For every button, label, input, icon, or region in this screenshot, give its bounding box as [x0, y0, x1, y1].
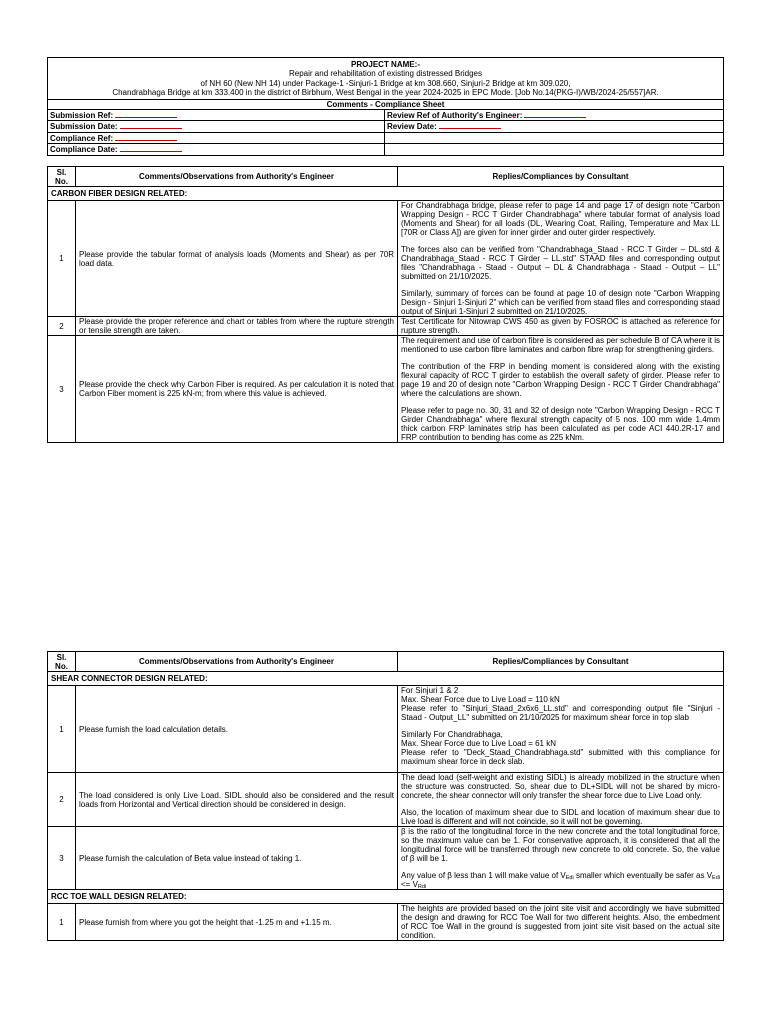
review-ref-field — [385, 110, 724, 121]
col-sl-no: Sl. No. — [48, 167, 76, 187]
submission-ref-field — [48, 110, 385, 121]
compliance-date-label: Compliance Date: — [50, 145, 118, 155]
row-sl-no: 1 — [48, 904, 76, 941]
carbon-fiber-table — [47, 166, 724, 443]
table-header-row — [48, 167, 724, 187]
row-reply — [398, 201, 724, 317]
row-reply — [398, 686, 724, 773]
reply-paragraph: The forces also can be verified from "Chandrabhaga_Staad - RCC T Girder – DL.std & Chandrabhaga_Staad - RCC T Girder – LL.std" STAAD files and corresponding output files "Chandrabhaga - Staad - Output – DL & Chandrabhaga - Staad - Output – LL" submitted on 21/10/2025. — [401, 245, 720, 281]
table-row — [48, 317, 724, 336]
row-sl-no: 2 — [48, 317, 76, 336]
reply-paragraph: The contribution of the FRP in bending moment is considered along with the existing flexural capacity of RCC T girder to establish the overall safety of girder. Please refer to page 19 and 20 of design note "Carbon Wrapping Design - RCC T Girder Chandrabhaga" where the calculations are shown. — [401, 362, 720, 398]
submission-date-blank — [120, 121, 182, 129]
table-row — [48, 904, 724, 941]
subscript: Rdi — [417, 884, 427, 890]
submission-date-label: Submission Date: — [50, 122, 118, 132]
review-date-blank — [439, 121, 501, 129]
row-sl-no: 1 — [48, 686, 76, 773]
reply-text: Any value of β less than 1 will make value of V — [401, 871, 566, 880]
col-replies: Replies/Compliances by Consultant — [398, 167, 724, 187]
row-reply — [398, 336, 724, 443]
reply-paragraph: β is the ratio of the longitudinal force in the new concrete and the total longitudinal force, so the maximum value can be 1. For conservative approach, it is considered that all the longitudinal force will be transferred through new concrete to old concrete. So, the value of β will be 1. — [401, 827, 720, 863]
project-line-2: of NH 60 (New NH 14) under Package-1 -Sinjuri-1 Bridge at km 308.660, Sinjuri-2 Bridge at km 309.020, — [200, 78, 571, 88]
reply-paragraph: For Sinjuri 1 & 2 Max. Shear Force due to Live Load = 110 kN Please refer to "Sinjuri_Staad_2x6x6_LL.std" and corresponding output file "Sinjuri - Staad - Output_LL" submitted on 21/10/2025 for maximum shear force in top slab — [401, 686, 720, 722]
row-sl-no: 2 — [48, 773, 76, 827]
review-date-label: Review Date: — [387, 122, 437, 132]
submission-ref-blank — [115, 110, 177, 118]
reply-paragraph: Similarly, summary of forces can be found at page 10 of design note "Carbon Wrapping Design - Sinjuri 1-Sinjuri 2" which can be verified from staad files and corresponding staad output of Sinjuri 1-Sinjuri 2 submitted on 21/10/2025. — [401, 289, 720, 316]
reply-paragraph: For Chandrabhaga bridge, please refer to page 14 and page 17 of design note "Carbon Wrapping Design - RCC T Girder Chandrabhaga" where tabular format of analysis load (Moments and Shear) for all loads (DL, Wearing Coat, Railing, Temperature and Max LL [70R or Class A]) are given for inner girder and outer girder respectively. — [401, 201, 720, 237]
section-row — [48, 672, 724, 686]
reply-paragraph: The dead load (self-weight and existing SIDL) is already mobilized in the structure when the structure was constructed. So, shear due to DL+SIDL will not be shared by micro-concrete, the shear connector will only transfer the shear force due to Live Load only. — [401, 773, 720, 800]
row-sl-no: 3 — [48, 827, 76, 890]
empty-cell — [385, 144, 724, 155]
table-row — [48, 201, 724, 317]
review-date-field — [385, 121, 724, 132]
row-reply — [398, 773, 724, 827]
section-row — [48, 187, 724, 201]
submission-date-field — [48, 121, 385, 132]
row-reply — [398, 904, 724, 941]
reply-text: smaller which eventually be safer as V — [573, 871, 713, 880]
row-comment: Please provide the tabular format of analysis loads (Moments and Shear) as per 70R load data. — [76, 201, 398, 317]
project-label: PROJECT NAME:- — [351, 60, 420, 69]
table-header-row — [48, 652, 724, 672]
table-row — [48, 827, 724, 890]
reply-paragraph: Similarly For Chandrabhaga, Max. Shear Force due to Live Load = 61 kN Please refer to "Deck_Staad_Chandrabhaga.std" submitted with this compliance for maximum shear force in deck slab. — [401, 730, 720, 766]
compliance-ref-blank — [115, 133, 177, 141]
col-replies: Replies/Compliances by Consultant — [398, 652, 724, 672]
compliance-ref-field — [48, 132, 385, 143]
row-comment: Please furnish from where you got the height that -1.25 m and +1.15 m. — [76, 904, 398, 941]
section-title-shear-connector: SHEAR CONNECTOR DESIGN RELATED: — [48, 672, 724, 686]
compliance-date-blank — [120, 144, 182, 152]
table-row — [48, 336, 724, 443]
sheet-title: Comments - Compliance Sheet — [48, 99, 724, 109]
table-row — [48, 773, 724, 827]
row-reply — [398, 827, 724, 890]
row-reply — [398, 317, 724, 336]
compliance-date-field — [48, 144, 385, 155]
project-name-cell — [48, 58, 724, 100]
reply-text: <= V — [401, 880, 418, 889]
reply-paragraph: Test Certificate for Nitowrap CWS 450 as given by FOSROC is attached as reference for rupture strength. — [401, 317, 720, 335]
reply-paragraph: Please refer to page no. 30, 31 and 32 of design note "Carbon Wrapping Design - RCC T Girder Chandrabhaga" where flexural strength capacity of 5 nos. 100 mm wide 1.4mm thick carbon FRP laminates strip has been calculated as per code ACI 440.2R-17 and FRP contribution to bending has come as 225 kNm. — [401, 406, 720, 442]
submission-ref-label: Submission Ref: — [50, 111, 114, 121]
row-comment: Please furnish the load calculation details. — [76, 686, 398, 773]
row-comment: Please provide the check why Carbon Fiber is required. As per calculation it is noted that Carbon Fiber moment is 225 kN-m; from where this value is achieved. — [76, 336, 398, 443]
col-comments: Comments/Observations from Authority's Engineer — [76, 652, 398, 672]
project-line-3: Chandrabhaga Bridge at km 333.400 in the district of Birbhum, West Bengal in the year 2024-2025 in EPC Mode. [Job No.14(PKG-I)/WB/2024-25/557]AR. — [112, 88, 659, 98]
review-ref-label: Review Ref of Authority's Engineer: — [387, 111, 523, 121]
shear-connector-table — [47, 651, 724, 941]
row-comment: The load considered is only Live Load. SIDL should also be considered and the result loads from Horizontal and Vertical direction should be considered in design. — [76, 773, 398, 827]
project-header — [47, 57, 724, 156]
project-line-1: Repair and rehabilitation of existing distressed Bridges — [289, 69, 482, 79]
table-row — [48, 686, 724, 773]
section-title-carbon-fiber: CARBON FIBER DESIGN RELATED: — [48, 187, 724, 201]
compliance-ref-label: Compliance Ref: — [50, 133, 114, 143]
reply-paragraph: The requirement and use of carbon fibre is considered as per schedule B of CA where it is mentioned to use carbon fibre laminates and carbon fibre wrap for strengthening girders. — [401, 336, 720, 354]
col-sl-no: Sl. No. — [48, 652, 76, 672]
section-title-toe-wall: RCC TOE WALL DESIGN RELATED: — [48, 890, 724, 904]
reply-paragraph: Also, the location of maximum shear due to SIDL and location of maximum shear due to Live load is different and will not coincide, so it will not be governing. — [401, 808, 720, 826]
reply-paragraph: The heights are provided based on the joint site visit and accordingly we have submitted the design and drawing for RCC Toe Wall for two different heights. Also, the embedment of RCC Toe Wall in the ground is suggested from joint site visit based on the actual site condition. — [401, 904, 720, 940]
reply-paragraph-beta — [401, 871, 720, 889]
review-ref-blank — [524, 110, 586, 118]
row-sl-no: 3 — [48, 336, 76, 443]
empty-cell — [385, 132, 724, 143]
row-comment: Please provide the proper reference and chart or tables from where the rupture strength or tensile strength are taken. — [76, 317, 398, 336]
col-comments: Comments/Observations from Authority's Engineer — [76, 167, 398, 187]
subscript: Edi — [712, 875, 720, 881]
row-sl-no: 1 — [48, 201, 76, 317]
subscript: Edi — [565, 875, 574, 881]
row-comment: Please furnish the calculation of Beta value instead of taking 1. — [76, 827, 398, 890]
section-row — [48, 890, 724, 904]
